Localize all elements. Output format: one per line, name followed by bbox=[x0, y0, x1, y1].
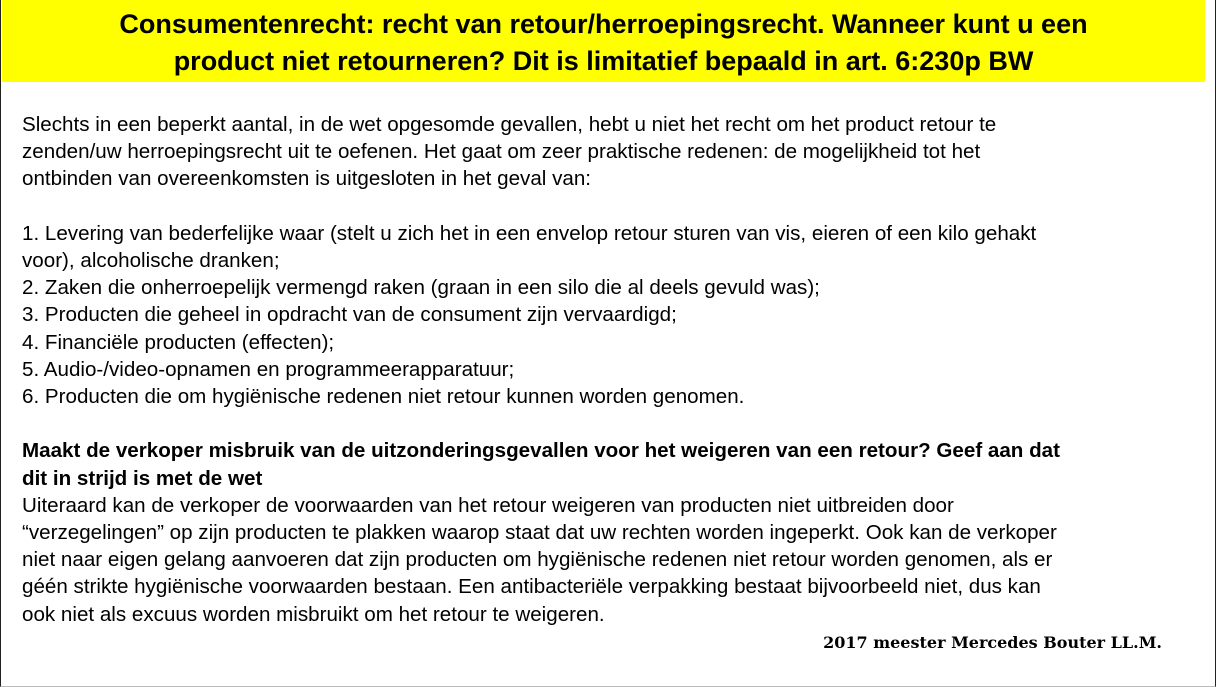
list-item: 5. Audio-/video-opnamen en programmeerapparatuur; bbox=[22, 357, 515, 381]
intro-paragraph bbox=[22, 111, 1197, 193]
question-line: dit in strijd is met de wet bbox=[22, 466, 263, 490]
list-item: 2. Zaken die onherroepelijk vermengd raken (graan in een silo die al deels gevuld was); bbox=[22, 276, 820, 300]
answer-line: Uiteraard kan de verkoper de voorwaarden van het retour weigeren van producten niet uitbreiden door bbox=[22, 493, 954, 517]
exceptions-list bbox=[22, 220, 1197, 410]
question-heading bbox=[22, 437, 1197, 491]
list-item: 4. Financiële producten (effecten); bbox=[22, 330, 335, 354]
question-line: Maakt de verkoper misbruik van de uitzonderingsgevallen voor het weigeren van een retour? Geef aan dat bbox=[22, 439, 1060, 463]
intro-line: ontbinden van overeenkomsten is uitgesloten in het geval van: bbox=[22, 167, 591, 191]
answer-line: ook niet als excuus worden misbruikt om het retour te weigeren. bbox=[22, 602, 605, 626]
answer-line: “verzegelingen” op zijn producten te plakken waarop staat dat uw rechten worden ingeperkt. Ook kan de verkoper bbox=[22, 521, 1057, 545]
answer-line: géén strikte hygiënische voorwaarden bestaan. Een antibacteriële verpakking bestaat bijvoorbeeld niet, dus kan bbox=[22, 575, 1041, 599]
title-line-1: Consumentenrecht: recht van retour/herroepingsrecht. Wanneer kunt u een bbox=[119, 9, 1088, 39]
page-title bbox=[2, 6, 1205, 80]
intro-line: zenden/uw herroepingsrecht uit te oefenen. Het gaat om zeer praktische redenen: de mogelijkheid tot het bbox=[22, 140, 981, 164]
title-line-2: product niet retourneren? Dit is limitatief bepaald in art. 6:230p BW bbox=[173, 46, 1034, 76]
answer-paragraph bbox=[22, 492, 1197, 628]
author-footer: 2017 meester Mercedes Bouter LL.M. bbox=[823, 633, 1162, 652]
body-text bbox=[22, 111, 1197, 628]
spacer bbox=[22, 193, 1197, 220]
title-banner bbox=[2, 0, 1205, 82]
answer-line: niet naar eigen gelang aanvoeren dat zijn producten om hygiënische redenen niet retour worden genomen, als er bbox=[22, 548, 1053, 572]
list-item: 1. Levering van bederfelijke waar (stelt u zich het in een envelop retour sturen van vis, eieren of een kilo gehakt bbox=[22, 221, 1037, 245]
intro-line: Slechts in een beperkt aantal, in de wet opgesomde gevallen, hebt u niet het recht om het product retour te bbox=[22, 113, 997, 136]
spacer bbox=[22, 410, 1197, 437]
list-item: 6. Producten die om hygiënische redenen niet retour kunnen worden genomen. bbox=[22, 385, 745, 409]
list-item: 3. Producten die geheel in opdracht van de consument zijn vervaardigd; bbox=[22, 303, 677, 327]
list-item: voor), alcoholische dranken; bbox=[22, 249, 280, 272]
